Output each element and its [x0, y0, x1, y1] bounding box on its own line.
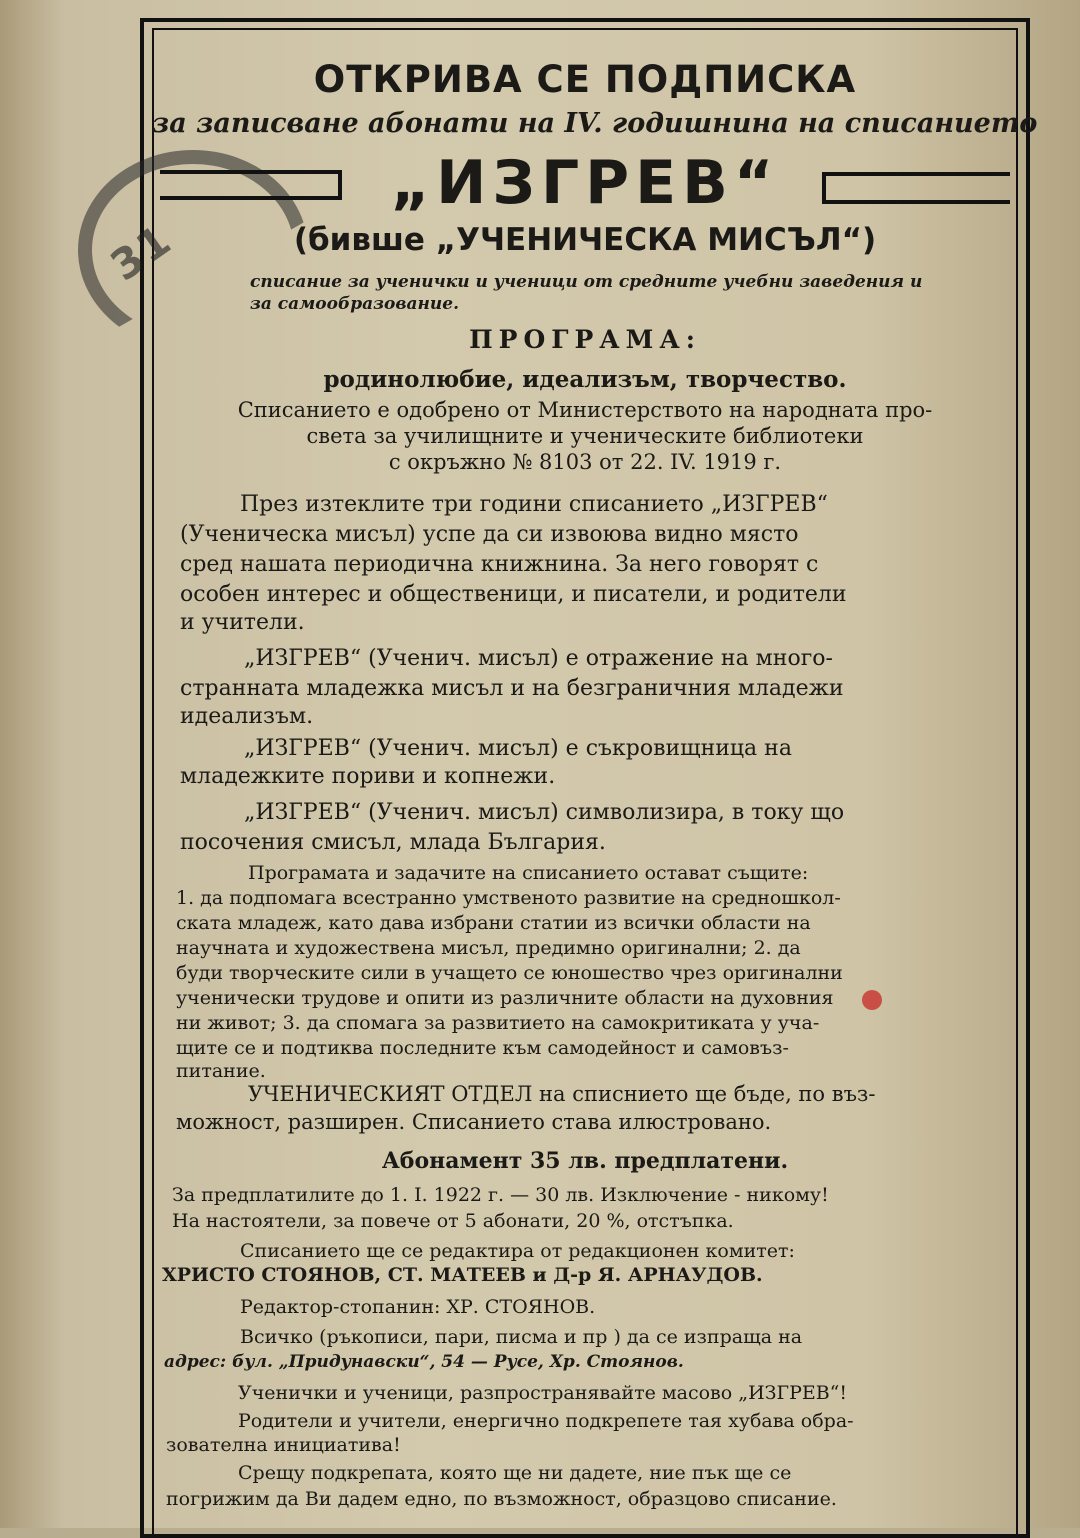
paragraph-line: посочения смисъл, млада България.	[180, 830, 606, 855]
paragraph-line: идеализъм.	[180, 704, 314, 729]
former-title: (бивше „УЧЕНИЧЕСКА МИСЪЛ“)	[293, 222, 877, 258]
paragraph-line: „ИЗГРЕВ“ (Ученич. мисъл) е отражение на много-	[244, 646, 833, 671]
paragraph-line: научната и художествена мисъл, предимно оригинални; 2. да	[176, 937, 801, 959]
subscription-line: За предплатилите до 1. I. 1922 г. — 30 лв. Изключение - никому!	[172, 1184, 829, 1206]
paragraph-line: особен интерес и общественици, и писатели, и родители	[180, 582, 847, 607]
stamp-number: 31	[101, 214, 181, 291]
contact-line: Всичко (ръкописи, пари, писма и пр ) да се изпраща на	[240, 1326, 803, 1348]
paragraph-line: ската младеж, като дава избрани статии из всички области на	[176, 912, 811, 934]
paragraph-line: и учители.	[180, 610, 305, 635]
appeal-students: Ученички и ученици, разпространявайте масово „ИЗГРЕВ“!	[238, 1382, 848, 1404]
ink-spot	[862, 990, 882, 1010]
magazine-title: „ИЗГРЕВ“	[390, 148, 780, 218]
approval-line: с окръжно № 8103 от 22. IV. 1919 г.	[388, 450, 782, 474]
manager-line: Редактор-стопанин: ХР. СТОЯНОВ.	[240, 1296, 596, 1318]
appeal-parents: Родители и учители, енергично подкрепете тая хубава обра-	[238, 1410, 854, 1432]
paragraph-line: можност, разширен. Списанието става илюстровано.	[176, 1110, 772, 1134]
paragraph-line: буди творческите сили в учащето се юношество чрез оригинални	[176, 962, 843, 984]
closing-line: погрижим да Ви дадем едно, по възможност, образцово списание.	[166, 1488, 837, 1510]
paragraph-line: 1. да подпомага всестранно умственото развитие на средношкол-	[176, 887, 841, 909]
editors-names: ХРИСТО СТОЯНОВ, СТ. МАТЕЕВ и Д-р Я. АРНАУДОВ.	[162, 1264, 763, 1286]
paragraph-line: (Ученическа мисъл) успе да си извоюва видно място	[180, 522, 799, 547]
paragraph-line: сред нашата периодична книжнина. За него говорят с	[180, 552, 819, 577]
paragraph-line: щите се и подтиква последните към самодейност и самовъз-	[176, 1037, 789, 1059]
paragraph-line: младежките пориви и копнежи.	[180, 764, 556, 789]
approval-line: Списанието е одобрено от Министерството на народната про-	[237, 398, 933, 422]
magazine-description-1: списание за ученички и ученици от средните учебни заведения и	[250, 272, 923, 292]
paragraph-line: Програмата и задачите на списанието остават същите:	[248, 862, 809, 884]
program-heading: ПРОГРАМА:	[469, 325, 701, 354]
appeal-parents: зователна инициатива!	[166, 1434, 401, 1456]
paragraph-line: ученически трудове и опити из различните области на духовния	[176, 987, 834, 1009]
subscription-heading: Абонамент 35 лв. предплатени.	[381, 1148, 789, 1174]
paragraph-line: През изтеклите три години списанието „ИЗГРЕВ“	[240, 492, 828, 517]
paragraph-line: „ИЗГРЕВ“ (Ученич. мисъл) е съкровищница на	[244, 736, 792, 761]
paragraph-line: ни живот; 3. да спомага за развитието на самокритиката у уча-	[176, 1012, 820, 1034]
contact-address: адрес: бул. „Придунавски“, 54 — Русе, Хр. Стоянов.	[164, 1352, 684, 1372]
announcement-subheading: за записване абонати на IV. годишнина на списанието	[152, 108, 1038, 139]
program-motto: родинолюбие, идеализъм, творчество.	[323, 366, 847, 393]
subscription-line: На настоятели, за повече от 5 абонати, 20 %, отстъпка.	[172, 1210, 734, 1232]
announcement-heading: ОТКРИВА СЕ ПОДПИСКА	[313, 58, 857, 101]
closing-line: Срещу подкрепата, която ще ни дадете, ние пък ще се	[238, 1462, 792, 1484]
paragraph-line: странната младежка мисъл и на безграничния младежи	[180, 676, 844, 701]
paragraph-line: питание.	[176, 1060, 266, 1082]
editors-line: Списанието ще се редактира от редакционен комитет:	[240, 1240, 795, 1262]
approval-line: света за училищните и ученическите библиотеки	[306, 424, 864, 448]
paragraph-line: УЧЕНИЧЕСКИЯТ ОТДЕЛ на списнието ще бъде, по въз-	[248, 1082, 876, 1106]
magazine-description-2: за самообразование.	[250, 294, 460, 314]
paragraph-line: „ИЗГРЕВ“ (Ученич. мисъл) символизира, в току що	[244, 800, 845, 825]
